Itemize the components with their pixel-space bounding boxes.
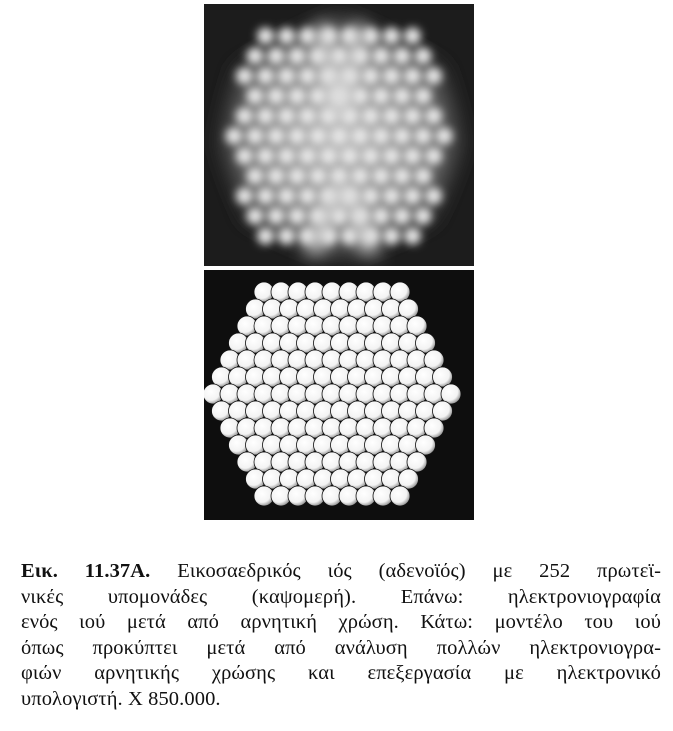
capsomere-blur [257,68,274,85]
capsomere-blur [247,208,264,225]
capsomere-blur [299,148,316,165]
capsomere-blur [278,28,295,45]
capsomere-blur [289,88,306,105]
caption-line-5: φιών αρνητικής χρώσης και επεξεργασία με ηλεκτρονικό [21,662,661,684]
capsomere-blur [268,48,285,65]
capsomere-blur [310,88,327,105]
capsomere-blur [299,28,316,45]
capsomere-blur [331,128,348,145]
capsomere-blur [415,48,432,65]
caption-line-4: όπως προκύπτει μετά από ανάλυση πολλών ηλεκτρονιογρα- [21,636,661,659]
capsomere-blur [352,88,369,105]
capsomere-blur [383,188,400,205]
capsomere-blur [425,108,442,125]
capsomere-blur [257,28,274,45]
capsomere-blur [257,108,274,125]
capsomere-blur [394,208,411,225]
capsomere-blur [415,208,432,225]
capsomere-blur [268,88,285,105]
caption-line-3: ενός ιού μετά από αρνητική χρώση. Κάτω: μοντέλο του ιού [21,611,661,633]
capsomere-blur [257,148,274,165]
capsomere-blur [383,68,400,85]
capsomere-blur [383,228,400,245]
capsomere-blur [383,148,400,165]
capsomere-blur [373,168,390,185]
figure-caption [21,559,661,712]
capsomere-blur [278,148,295,165]
capsomere-sphere [390,486,410,506]
capsomere-blur [404,188,421,205]
capsomere-blur [362,188,379,205]
capsomere-blur [278,68,295,85]
capsomere-blur [394,48,411,65]
capsomere-blur [236,68,253,85]
capsomere-blur [278,188,295,205]
capsomere-blur [404,148,421,165]
computer-model-image [204,270,474,520]
capsomere-blur [257,188,274,205]
capsomere-blur [278,228,295,245]
capsomere-blur [425,148,442,165]
capsomere-blur [415,128,432,145]
capsomere-blur [383,108,400,125]
capsomere-blur [289,168,306,185]
capsomere-blur [404,228,421,245]
capsomere-blur [299,68,316,85]
capsomere-blur [247,168,264,185]
capsomere-blur [226,128,243,145]
capsomere-blur [247,48,264,65]
capsomere-blur [247,128,264,145]
capsomere-blur [268,168,285,185]
capsomere-blur [289,48,306,65]
caption-line-2: νικές υπομονάδες (καψομερή). Επάνω: ηλεκτρονιογραφία [21,585,661,608]
capsomere-blur [373,48,390,65]
capsomere-blur [362,108,379,125]
figure [204,4,474,520]
capsomere-blur [383,28,400,45]
capsomere-blur [331,168,348,185]
caption-line-6: υπολογιστή. Χ 850.000. [21,687,221,710]
capsomere-blur [236,148,253,165]
capsomere-blur [341,148,358,165]
capsomere-blur [415,168,432,185]
capsomere-blur [268,208,285,225]
figure-label: Εικ. 11.37Α. [21,560,151,582]
capsomere-blur [415,88,432,105]
capsomere-blur [404,68,421,85]
capsomere-blur [404,28,421,45]
capsomere-blur [362,68,379,85]
capsomere-blur [352,128,369,145]
capsomere-blur [404,108,421,125]
capsomere-blur [425,68,442,85]
capsomere-blur [362,148,379,165]
capsomere-blur [320,148,337,165]
capsomere-blur [425,188,442,205]
capsomere-blur [373,88,390,105]
electron-micrograph [204,4,474,266]
capsomere-blur [394,168,411,185]
capsomere-blur [236,108,253,125]
capsomere-blur [299,188,316,205]
capsomere-blur [394,128,411,145]
capsomere-blur [236,188,253,205]
capsomere-blur [278,108,295,125]
capsomere-blur [394,88,411,105]
capsomere-blur [289,208,306,225]
capsomere-blur [289,128,306,145]
capsomere-blur [257,228,274,245]
capsomere-blur [247,88,264,105]
caption-line-1 [21,559,661,585]
capsomere-blur [268,128,285,145]
capsomere-blur [310,128,327,145]
capsomere-blur [373,208,390,225]
capsomere-blur [373,128,390,145]
capsomere-blur [299,108,316,125]
capsomere-blur [310,168,327,185]
capsomere-blur [352,168,369,185]
caption-line-1-text: Εικοσαεδρικός ιός (αδενοϊός) με 252 πρωτεϊ- [150,560,661,582]
capsomere-blur [436,128,453,145]
